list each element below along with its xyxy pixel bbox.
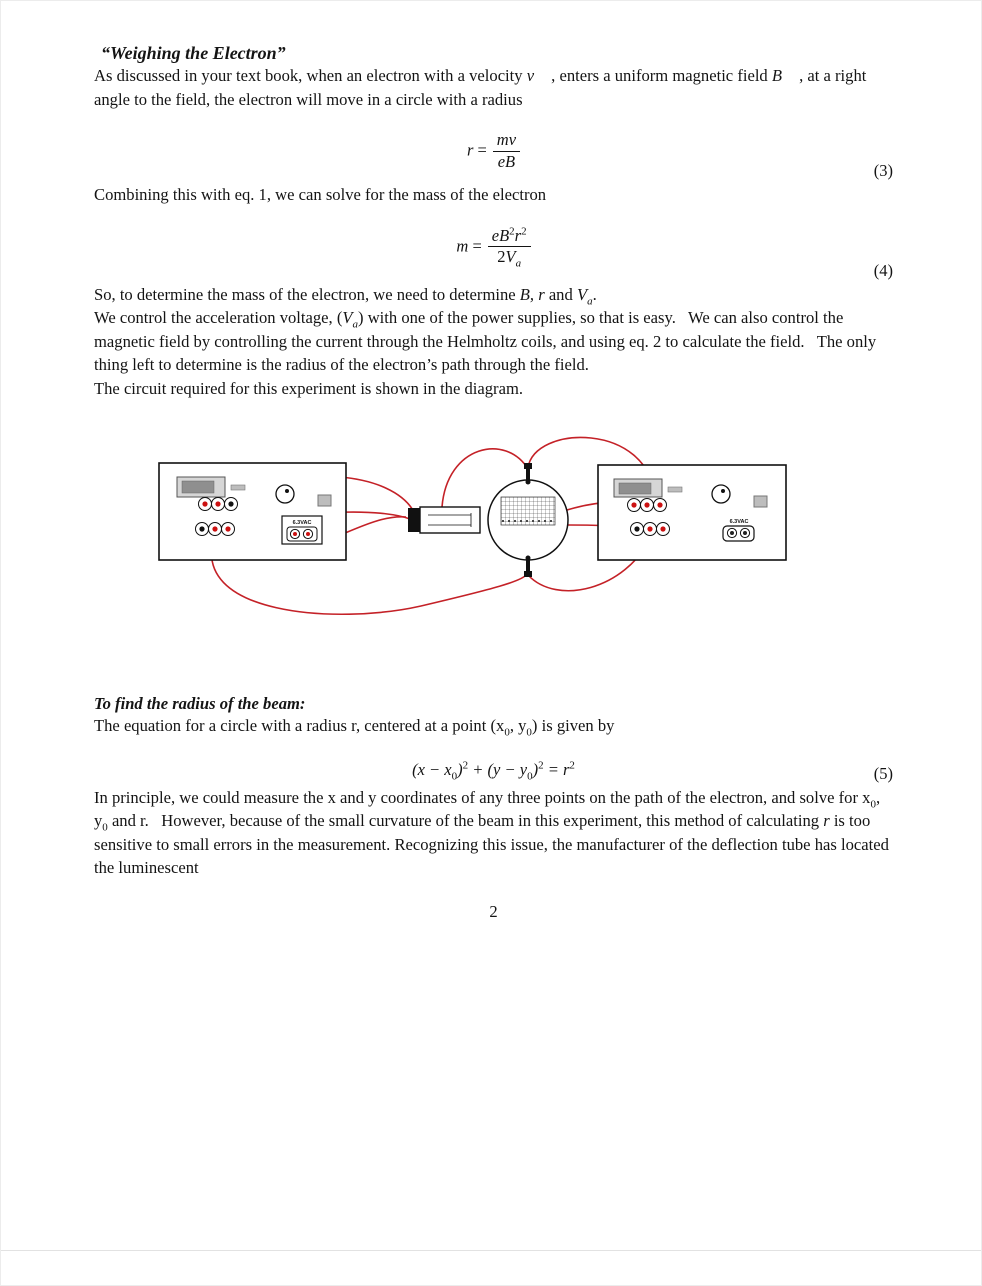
eq4-num-eB: eB	[491, 225, 510, 245]
eq5-exp: 2	[538, 759, 544, 771]
eq4-num-r: r	[514, 225, 522, 245]
equation-4	[94, 227, 893, 283]
text-segment: is too sensitive to small errors in the measurement. Recognizing this issue, the manufacturer of the deflection tube has located the luminescent	[94, 811, 889, 877]
eq4-fraction	[488, 227, 531, 268]
text-segment: In principle, we could measure the x and y coordinates of any three points on the path of the electron, and solve for x	[94, 787, 871, 807]
math-sub-a: a	[352, 318, 359, 331]
eq4-num-exp1: 2	[509, 225, 515, 237]
math-var-r: r	[823, 811, 830, 830]
right-button	[754, 496, 767, 507]
math-vars-B-r: B, r	[519, 284, 545, 304]
right-dial-knob	[712, 485, 730, 503]
radius-section-heading: To find the radius of the beam:	[94, 694, 306, 713]
left-ac-terminals	[282, 516, 322, 544]
eq5-seg: )	[532, 759, 539, 779]
eq5-exp: 2	[462, 759, 469, 771]
equation-3-number: (3)	[873, 161, 893, 180]
equation-5-number: (5)	[873, 763, 893, 783]
eq5-seg: + (y − y	[468, 759, 528, 779]
bfield-vector-symbol: B⃗	[771, 66, 795, 85]
eq4-den-sub-a: a	[515, 257, 522, 270]
subscript-0: 0	[504, 726, 510, 739]
text-segment: ) with one of the power supplies, so that is easy. We can also control the magnetic field by controlling the current through the Helmholtz coils, and using eq. 2 to calculate the field. The only thing left to determine is the radius of the electron’s path through the field.	[94, 308, 877, 374]
deflection-tube	[408, 463, 568, 577]
eq4-denominator	[488, 247, 531, 270]
eq3-denominator: eB	[497, 151, 516, 171]
eq4-den-V: V	[505, 247, 516, 267]
text-segment: The equation for a circle with a radius r, centered at a point (x	[94, 716, 505, 735]
paragraph-determine	[94, 283, 893, 307]
text-segment: and r. However, because of the small curvature of the beam in this experiment, this method of calculating	[107, 811, 824, 830]
equation-3	[94, 131, 893, 183]
left-button	[318, 495, 331, 506]
text-segment: As discussed in your text book, when an electron with a velocity	[94, 66, 527, 85]
equation-3-body	[467, 131, 520, 172]
paragraph-circle-intro	[94, 714, 893, 738]
equation-4-number: (4)	[873, 260, 893, 280]
subscript-0: 0	[526, 726, 532, 739]
document-title: “Weighing the Electron”	[101, 43, 286, 63]
math-sub-a: a	[587, 294, 593, 307]
right-slot	[668, 487, 682, 492]
tube-connector	[408, 508, 420, 532]
subscript-0: 0	[870, 797, 876, 810]
paragraph-intro	[94, 64, 893, 111]
page-content	[1, 1, 981, 922]
eq5-seg: = r	[543, 759, 570, 779]
velocity-vector-symbol: v⃗	[526, 66, 548, 85]
left-slot	[231, 485, 245, 490]
eq3-numerator: mv	[493, 131, 520, 152]
left-power-supply	[159, 463, 346, 560]
page-number: 2	[489, 901, 498, 921]
math-var-V: V	[576, 284, 588, 304]
text-segment: ) is given by	[531, 716, 615, 735]
eq4-lhs: m	[456, 235, 469, 255]
paragraph-control	[94, 306, 893, 377]
text-segment: , at a right angle to the field, the electron will move in a circle with a radius	[94, 66, 867, 109]
eq4-numerator	[488, 227, 531, 248]
text-segment: , enters a uniform magnetic field	[547, 66, 772, 85]
text-segment: , y	[509, 716, 527, 735]
right-power-supply	[598, 465, 786, 560]
equation-4-body	[456, 227, 530, 268]
eq5-seg: )	[457, 759, 463, 779]
eq5-sub: 0	[451, 769, 458, 782]
eq3-lhs: r	[466, 140, 474, 160]
eq4-equals: =	[472, 235, 482, 255]
subscript-0: 0	[102, 821, 108, 834]
eq5-exp: 2	[569, 759, 575, 771]
left-dial-knob	[276, 485, 294, 503]
paragraph-combining: Combining this with eq. 1, we can solve for the mass of the electron	[94, 185, 547, 204]
screen-dots	[502, 520, 552, 522]
eq3-fraction	[493, 131, 520, 172]
text-segment: We control the acceleration voltage, (	[94, 308, 343, 327]
eq3-equals: =	[477, 140, 487, 160]
right-supply-voltage-label: 6.3VAC	[729, 519, 749, 525]
bottom-divider	[1, 1250, 981, 1251]
text-segment: So, to determine the mass of the electron, we need to determine	[94, 284, 520, 304]
circuit-diagram	[1, 426, 982, 628]
math-var-V: V	[342, 308, 353, 327]
eq4-den-coeff: 2	[497, 247, 506, 267]
text-segment: .	[592, 284, 597, 304]
text-segment: and	[544, 284, 577, 304]
equation-5-body	[412, 760, 575, 780]
eq5-sub: 0	[527, 769, 533, 782]
eq5-seg: (x − x	[412, 759, 452, 779]
text-segment: , y	[94, 787, 881, 830]
eq4-num-exp2: 2	[521, 225, 527, 237]
left-supply-voltage-label: 6.3VAC	[292, 520, 312, 526]
equation-5	[94, 760, 893, 786]
paragraph-circuit-intro: The circuit required for this experiment is shown in the diagram.	[94, 378, 524, 398]
paragraph-principle	[94, 786, 893, 880]
